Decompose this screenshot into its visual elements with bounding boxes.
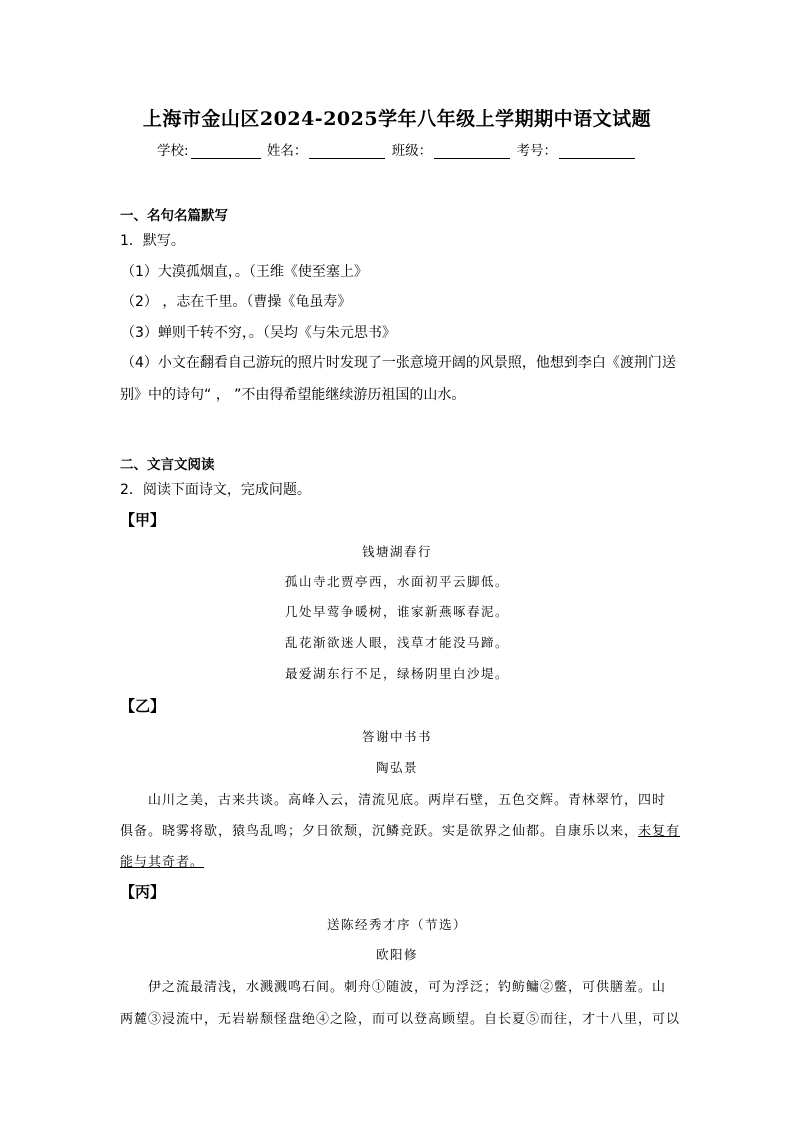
exam-no-blank[interactable] [559,144,635,159]
label-jia: 【甲】 [120,511,166,529]
yi-underlined-phrase-start: 未复有 [638,824,681,839]
q1-item-4-cont: 别》中的诗句“ ， ”不由得希望能继续游历祖国的山水。 [120,387,466,403]
q1-item-4: （4）小文在翻看自己游玩的照片时发现了一张意境开阔的风景照，他想到李白《渡荆门送 [121,355,676,371]
page-title: 上海市金山区2024-2025学年八年级上学期期中语文试题 [142,108,652,130]
jia-line-2: 几处早莺争暖树，谁家新燕啄春泥。 [284,604,509,619]
jia-line-1: 孤山寺北贾亭西，水面初平云脚低。 [284,574,509,589]
q1-item-2: （2） ，志在千里。（曹操《龟虽寿》 [121,294,352,310]
bing-author: 欧阳修 [375,947,418,962]
class-label: 班级： [391,143,433,159]
label-bing: 【丙】 [120,883,166,901]
name-blank[interactable] [309,144,385,159]
yi-para-line-1: 山川之美，古来共谈。高峰入云，清流见底。两岸石壁，五色交辉。青林翠竹，四时 [148,793,667,808]
label-yi: 【乙】 [120,697,166,715]
yi-underlined-phrase-end: 能与其奇者。 [120,855,205,870]
bing-para-line-2: 两麓③浸流中，无岩崭颓怪盘绝④之险，而可以登高顾望。自长夏⑤而往，才十八里，可以 [120,1012,681,1027]
jia-line-4: 最爱湖东行不足，绿杨阴里白沙堤。 [284,666,509,681]
yi-para-line-2-text: 俱备。晓雾将歇，猿鸟乱鸣；夕日欲颓，沉鳞竞跃。实是欲界之仙都。自康乐以来， [120,824,639,839]
yi-para-line-2 [120,820,681,839]
yi-para-line-3 [120,851,676,870]
name-label: 姓名： [266,143,308,159]
question-1: 1．默写。 [120,233,185,249]
exam-no-label: 考号： [516,143,557,159]
school-label: 学校: [157,143,189,159]
jia-line-3: 乱花渐欲迷人眼，浅草才能没马蹄。 [284,635,509,650]
class-blank[interactable] [434,144,510,159]
q1-item-1: （1）大漠孤烟直，。（王维《使至塞上》 [121,264,368,280]
q1-item-3: （3）蝉则千转不穷，。（吴均《与朱元思书》 [121,325,396,341]
question-2: 2．阅读下面诗文，完成问题。 [120,482,311,498]
bing-para-line-1: 伊之流最清浅，水溅溅鸣石间。刺舟①随波，可为浮泛；钓鲂鳙②鳖，可供膳羞。山 [148,980,667,995]
jia-title: 钱塘湖春行 [361,544,432,559]
student-info-row [0,139,794,159]
school-blank[interactable] [191,144,261,159]
section2-heading: 二、文言文阅读 [120,457,215,473]
yi-title: 答谢中书书 [361,729,432,744]
yi-author: 陶弘景 [375,760,418,775]
bing-title: 送陈经秀才序（节选） [326,917,467,932]
section1-heading: 一、名句名篇默写 [120,208,228,224]
